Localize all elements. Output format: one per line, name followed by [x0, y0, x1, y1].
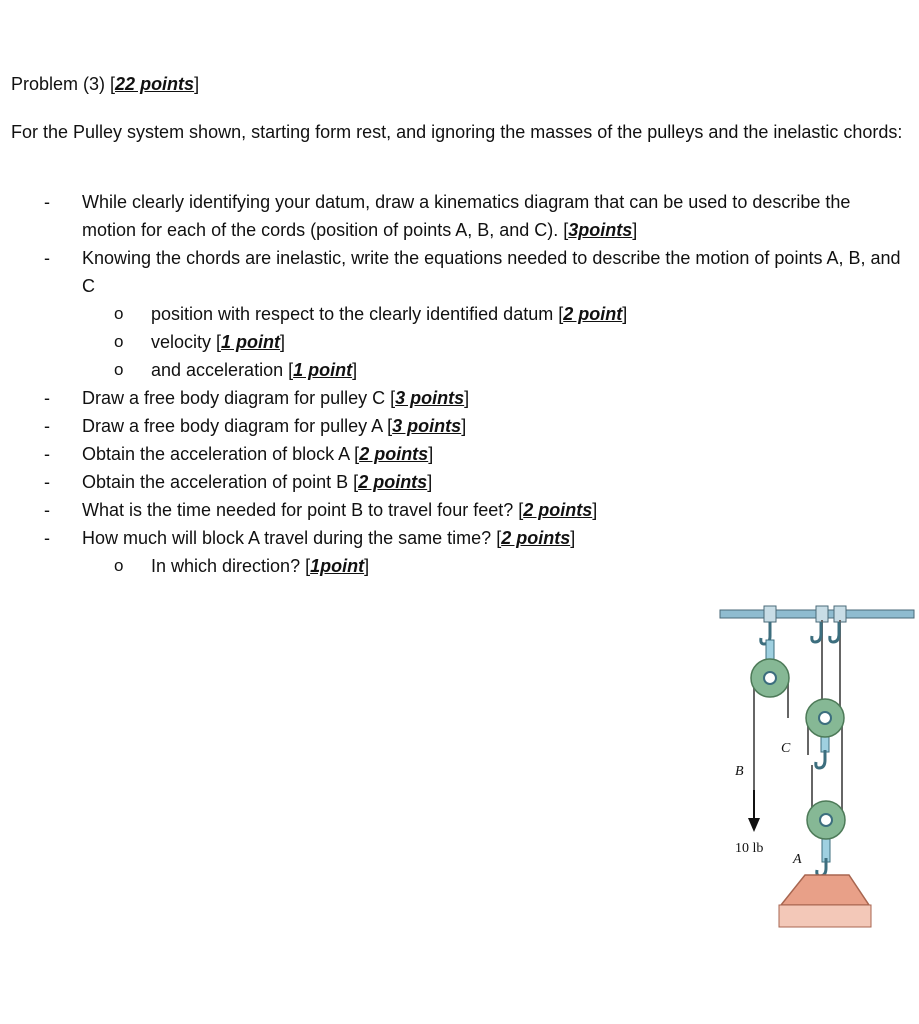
task-text: What is the time needed for point B to travel four feet? — [82, 500, 514, 520]
task-item: - Obtain the acceleration of point B [2 points] — [0, 468, 919, 496]
block-a-base — [779, 905, 871, 927]
subtask-item: o position with respect to the clearly identified datum [2 point] — [0, 300, 919, 328]
hook-icon — [816, 750, 825, 768]
pulley-top-hub — [764, 672, 776, 684]
problem-intro: For the Pulley system shown, starting form rest, and ignoring the masses of the pulleys and the inelastic chords: — [11, 122, 903, 142]
task-item: - How much will block A travel during the same time? [2 points] — [0, 524, 919, 552]
subtask-points: 2 point — [563, 304, 623, 324]
subtask-points: 1point — [310, 556, 365, 576]
circle-bullet: o — [114, 360, 124, 379]
dash-bullet: - — [44, 388, 50, 408]
subtask-text: In which direction? — [151, 556, 301, 576]
dash-bullet: - — [44, 472, 50, 492]
circle-bullet: o — [114, 304, 124, 323]
hook-icon — [830, 622, 839, 642]
dash-bullet: - — [44, 444, 50, 464]
label-c: C — [781, 741, 791, 756]
task-points: 3 points — [392, 416, 462, 436]
pulley-c-hub — [819, 712, 831, 724]
beam-bracket — [834, 606, 846, 622]
beam-bracket — [764, 606, 776, 622]
task-text: Draw a free body diagram for pulley C — [82, 388, 386, 408]
subtask-item: o and acceleration [1 point] — [0, 356, 919, 384]
force-label: 10 lb — [735, 841, 764, 856]
subtask-points: 1 point — [293, 360, 353, 380]
task-item: - While clearly identifying your datum, draw a kinematics diagram that can be used to describe the motion for each of the cords (position of points A, B, and C). [3points] — [0, 188, 919, 244]
beam-bracket — [816, 606, 828, 622]
pulley-system-figure — [717, 600, 917, 935]
subtask-text: and acceleration — [151, 360, 284, 380]
task-text: Obtain the acceleration of point B — [82, 472, 349, 492]
label-b: B — [735, 764, 744, 779]
down-arrow-icon — [748, 818, 760, 832]
task-text: Knowing the chords are inelastic, write the equations needed to describe the motion of points A, B, and C — [82, 248, 901, 296]
subtask-item: o In which direction? [1point] — [0, 552, 919, 580]
task-text: While clearly identifying your datum, draw a kinematics diagram that can be used to describe the motion for each of the cords (position of points A, B, and C). — [82, 192, 851, 240]
dash-bullet: - — [44, 500, 50, 520]
dash-bullet: - — [44, 416, 50, 436]
dash-bullet: - — [44, 248, 50, 268]
task-points: 3points — [568, 220, 633, 240]
block-a — [781, 875, 869, 905]
task-points: 2 points — [359, 444, 429, 464]
subtask-item: o velocity [1 point] — [0, 328, 919, 356]
pulley-a-hub — [820, 814, 832, 826]
problem-total-points: 22 points — [115, 74, 195, 94]
task-points: 2 points — [358, 472, 428, 492]
subtask-text: velocity — [151, 332, 212, 352]
task-text: Draw a free body diagram for pulley A — [82, 416, 383, 436]
task-item — [0, 244, 919, 300]
hook-icon — [817, 858, 826, 876]
problem-title-text: Problem (3) — [11, 74, 106, 94]
task-text: Obtain the acceleration of block A — [82, 444, 350, 464]
task-points: 2 points — [501, 528, 571, 548]
task-text: How much will block A travel during the same time? — [82, 528, 492, 548]
problem-title: Problem (3) [22 points] — [11, 74, 200, 94]
pulley-diagram — [717, 600, 917, 935]
task-item: - What is the time needed for point B to travel four feet? [2 points] — [0, 496, 919, 524]
task-points: 3 points — [395, 388, 465, 408]
hook-icon — [812, 622, 821, 642]
dash-bullet: - — [44, 192, 50, 212]
subtask-text: position with respect to the clearly identified datum — [151, 304, 554, 324]
dash-bullet: - — [44, 528, 50, 548]
task-item: - Draw a free body diagram for pulley A [3 points] — [0, 412, 919, 440]
task-item: - Obtain the acceleration of block A [2 points] — [0, 440, 919, 468]
circle-bullet: o — [114, 556, 124, 575]
subtask-points: 1 point — [221, 332, 281, 352]
label-a: A — [793, 852, 802, 867]
circle-bullet: o — [114, 332, 124, 351]
task-item: - Draw a free body diagram for pulley C [3 points] — [0, 384, 919, 412]
task-points: 2 points — [523, 500, 593, 520]
task-list — [0, 188, 919, 580]
